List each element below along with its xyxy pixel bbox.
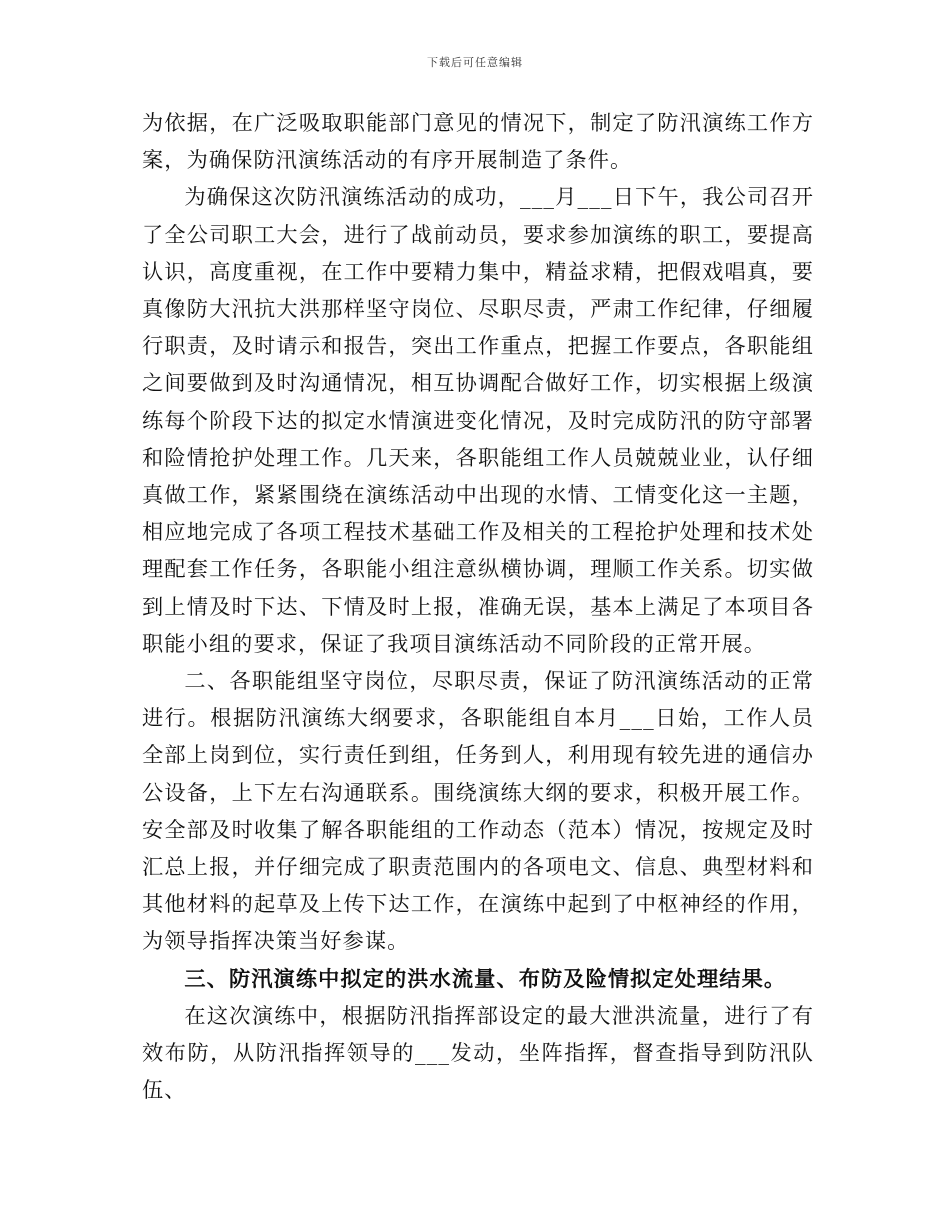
paragraph-1: 为依据，在广泛吸取职能部门意见的情况下，制定了防汛演练工作方案，为确保防汛演练活动的有序开展制造了条件。 — [142, 110, 814, 173]
paragraph-5: 在这次演练中，根据防汛指挥部设定的最大泄洪流量，进行了有效布防，从防汛指挥领导的___发动，坐阵指挥，督查指导到防汛队伍、 — [142, 1002, 814, 1103]
paragraph-2: 为确保这次防汛演练活动的成功，___月___日下午，我公司召开了全公司职工大会，进行了战前动员，要求参加演练的职工，要提高认识，高度重视，在工作中要精力集中，精益求精，把假戏唱真，要真像防大汛抗大洪那样坚守岗位、尽职尽责，严肃工作纪律，仔细履行职责，及时请示和报告，突出工作重点，把握工作要点，各职能组之间要做到及时沟通情况，相互协调配合做好工作，切实根据上级演练每个阶段下达的拟定水情演进变化情况，及时完成防汛的防守部署和险情抢护处理工作。几天来，各职能组工作人员兢兢业业，认仔细真做工作，紧紧围绕在演练活动中出现的水情、工情变化这一主题，相应地完成了各项工程技术基础工作及相关的工程抢护处理和技术处理配套工作任务，各职能小组注意纵横协调，理顺工作关系。切实做到上情及时下达、下情及时上报，准确无误，基本上满足了本项目各职能小组的要求，保证了我项目演练活动不同阶段的正常开展。 — [142, 184, 814, 656]
section-heading-3: 三、防汛演练中拟定的洪水流量、布防及险情拟定处理结果。 — [184, 965, 787, 991]
paragraph-3: 二、各职能组坚守岗位，尽职尽责，保证了防汛演练活动的正常进行。根据防汛演练大纲要求，各职能组自本月___日始，工作人员全部上岗到位，实行责任到组，任务到人，利用现有较先进的通信办公设备，上下左右沟通联系。围绕演练大纲的要求，积极开展工作。安全部及时收集了解各职能组的工作动态（范本）情况，按规定及时汇总上报，并仔细完成了职责范围内的各项电文、信息、典型材料和其他材料的起草及上传下达工作，在演练中起到了中枢神经的作用，为领导指挥决策当好参谋。 — [142, 668, 814, 954]
page-header: 下载后可任意编辑 — [427, 56, 523, 69]
document-body — [142, 104, 814, 1108]
